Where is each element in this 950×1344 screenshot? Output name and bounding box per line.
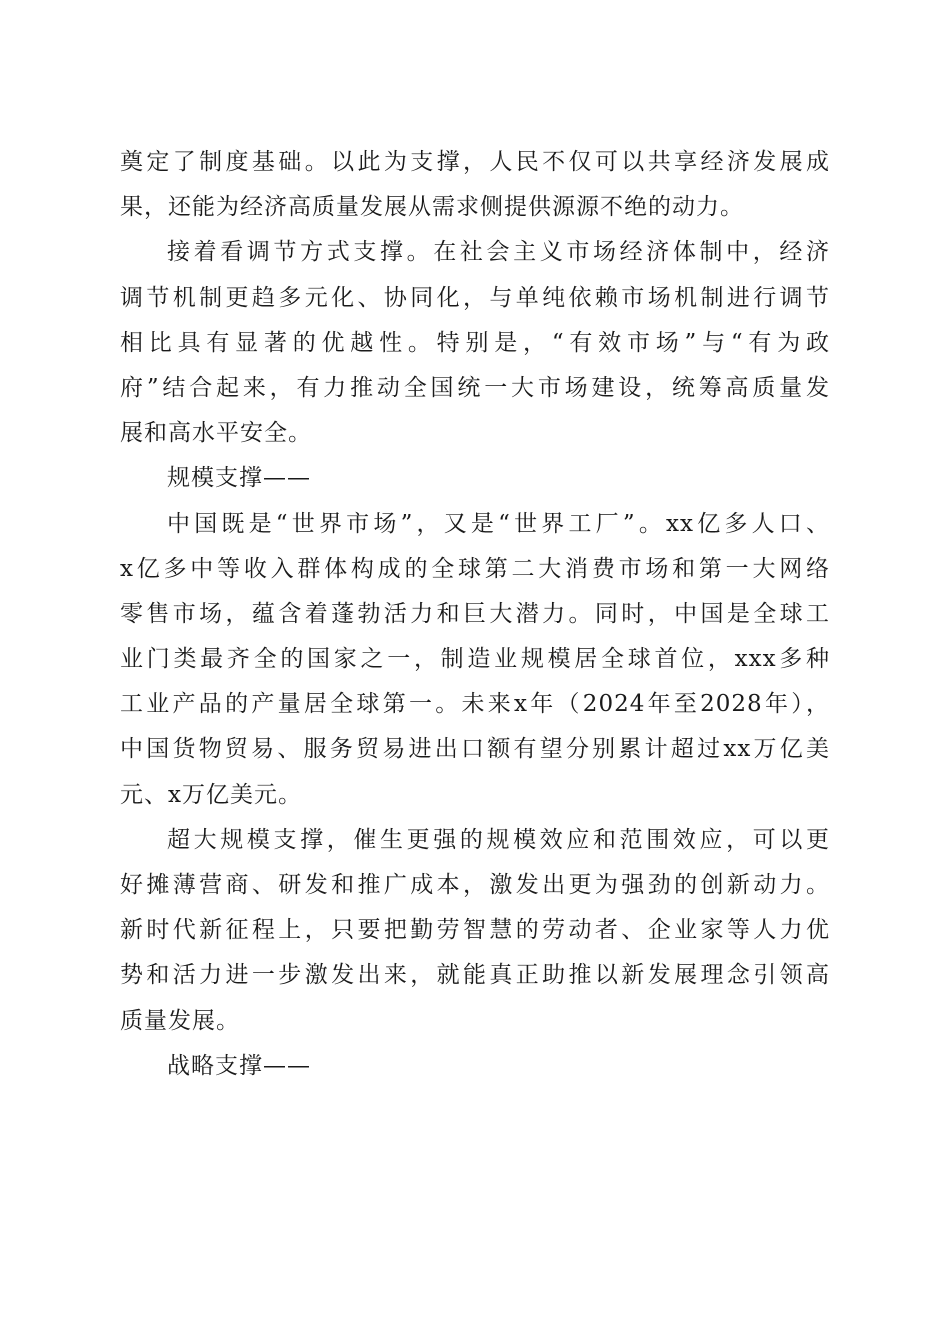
section-heading-strategy: 战略支撑—— xyxy=(167,1052,311,1079)
text-line: 果，还能为经济高质量发展从需求侧提供源源不绝的动力。 xyxy=(120,194,744,221)
section-heading-scale: 规模支撑—— xyxy=(167,465,311,492)
text-line: 零售市场，蕴含着蓬勃活力和巨大潜力。同时，中国是全球工 xyxy=(120,600,830,627)
text-line: 奠定了制度基础。以此为支撑，人民不仅可以共享经济发展成 xyxy=(120,149,830,175)
paragraph-start-line: 接着看调节方式支撑。在社会主义市场经济体制中，经济 xyxy=(167,239,830,266)
text-line: 业门类最齐全的国家之一，制造业规模居全球首位，xxx多种 xyxy=(120,646,830,673)
text-line: x亿多中等收入群体构成的全球第二大消费市场和第一大网络 xyxy=(120,555,830,582)
text-line: 好摊薄营商、研发和推广成本，激发出更为强劲的创新动力。 xyxy=(120,872,830,898)
text-line: 中国货物贸易、服务贸易进出口额有望分别累计超过xx万亿美 xyxy=(120,736,830,763)
paragraph-start-line: 超大规模支撑，催生更强的规模效应和范围效应，可以更 xyxy=(167,826,830,853)
text-line: 势和活力进一步激发出来，就能真正助推以新发展理念引领高 xyxy=(120,962,830,989)
text-line: 元、x万亿美元。 xyxy=(120,781,302,808)
text-line: 府”结合起来，有力推动全国统一大市场建设，统筹高质量发 xyxy=(120,374,830,401)
text-line: 展和高水平安全。 xyxy=(120,420,312,447)
paragraph-start-line: 中国既是“世界市场”，又是“世界工厂”。xx亿多人口、 xyxy=(167,510,830,537)
text-line: 新时代新征程上，只要把勤劳智慧的劳动者、企业家等人力优 xyxy=(120,917,830,944)
text-line: 相比具有显著的优越性。特别是，“有效市场”与“有为政 xyxy=(120,329,830,356)
text-line: 工业产品的产量居全球第一。未来x年（2024年至2028年）， xyxy=(120,691,830,718)
text-line: 质量发展。 xyxy=(120,1007,240,1034)
body-text xyxy=(120,140,830,1089)
text-line: 调节机制更趋多元化、协同化，与单纯依赖市场机制进行调节 xyxy=(120,284,830,311)
